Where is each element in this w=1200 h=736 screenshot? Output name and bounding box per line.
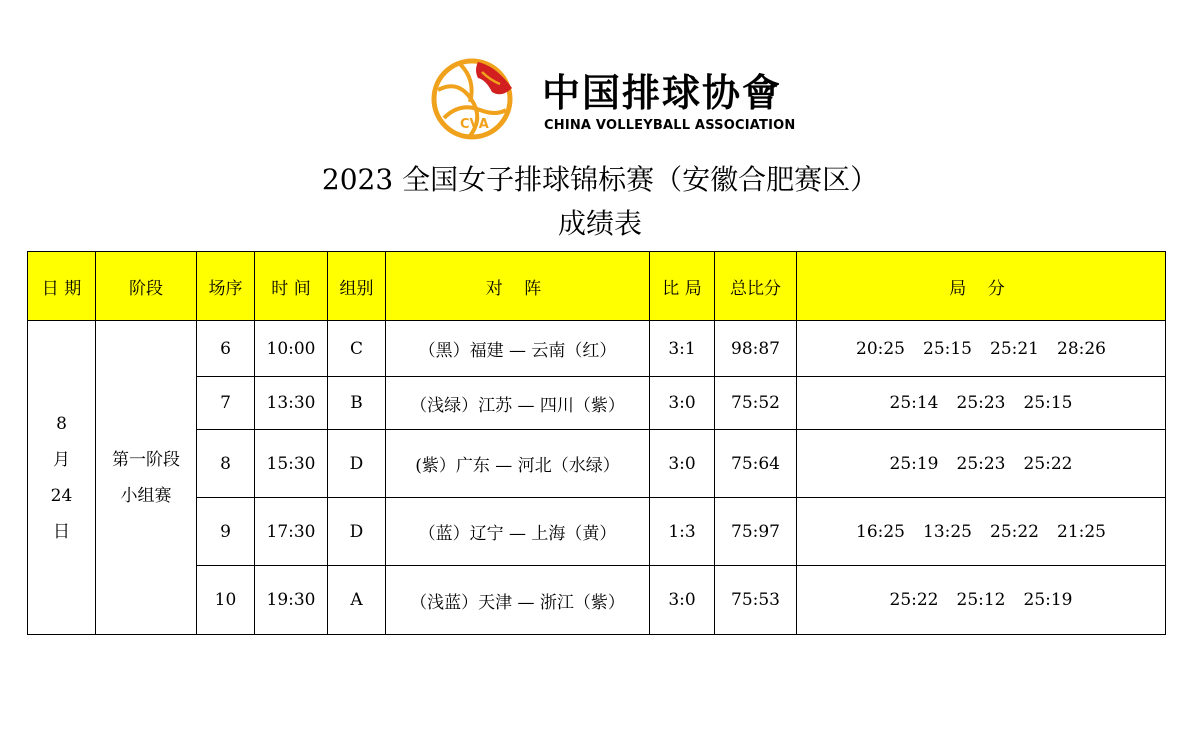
results-table [27, 251, 1166, 635]
match-number-cell: 9 [197, 498, 255, 566]
set-score: 25:19 [1023, 590, 1073, 610]
set-score: 13:25 [923, 521, 972, 542]
match-number-cell: 8 [197, 430, 255, 498]
set-score: 25:23 [956, 393, 1006, 413]
total-points-cell: 75:64 [715, 430, 797, 498]
volleyball-emblem-icon [430, 58, 516, 140]
set-score: 20:25 [856, 338, 905, 359]
table-row [28, 377, 1166, 430]
matchup-cell: (紫）广东 — 河北（水绿） [386, 430, 650, 498]
set-score: 25:21 [990, 338, 1039, 359]
table-row [28, 430, 1166, 498]
sets-cell: 3:0 [650, 566, 715, 635]
match-number-cell: 10 [197, 566, 255, 635]
set-score: 25:15 [923, 338, 972, 359]
date-line: 月 [53, 449, 70, 470]
total-points-cell: 75:53 [715, 566, 797, 635]
match-number-cell: 6 [197, 321, 255, 377]
page-subtitle: 成绩表 [557, 207, 642, 240]
header-row [28, 252, 1166, 321]
stage-line: 小组赛 [120, 485, 172, 506]
header-group: 组别 [328, 252, 386, 321]
group-cell: D [328, 430, 386, 498]
table-row [28, 321, 1166, 377]
sets-cell: 3:0 [650, 430, 715, 498]
header-stage: 阶段 [96, 252, 197, 321]
set-score: 28:26 [1057, 338, 1106, 359]
header-time: 时 间 [255, 252, 328, 321]
header-match-no: 场序 [197, 252, 255, 321]
header-sets: 比 局 [650, 252, 715, 321]
set-score: 25:23 [956, 453, 1006, 474]
time-cell: 15:30 [255, 430, 328, 498]
time-cell: 10:00 [255, 321, 328, 377]
total-points-cell: 98:87 [715, 321, 797, 377]
total-points-cell: 75:52 [715, 377, 797, 430]
set-score: 25:22 [889, 590, 939, 610]
table-row [28, 566, 1166, 635]
header-total: 总比分 [715, 252, 797, 321]
set-scores-cell [797, 430, 1166, 498]
date-line: 24 [50, 485, 73, 506]
set-score: 16:25 [856, 521, 905, 542]
logo-english-name: CHINA VOLLEYBALL ASSOCIATION [544, 118, 796, 133]
group-cell: C [328, 321, 386, 377]
set-score: 25:12 [956, 590, 1006, 610]
set-score: 25:22 [1023, 453, 1073, 474]
sets-cell: 1:3 [650, 498, 715, 566]
set-score: 25:22 [990, 521, 1039, 542]
set-score: 25:15 [1023, 393, 1073, 413]
set-scores-cell [797, 377, 1166, 430]
header-set-scores: 局 分 [797, 252, 1166, 321]
sets-cell: 3:0 [650, 377, 715, 430]
page-title: 2023 全国女子排球锦标赛（安徽合肥赛区） [321, 163, 879, 196]
emblem-cva-text: CVA [460, 117, 489, 132]
set-score: 25:19 [889, 453, 939, 474]
set-score: 21:25 [1057, 521, 1106, 542]
group-cell: B [328, 377, 386, 430]
set-scores-cell [797, 321, 1166, 377]
date-line: 日 [53, 521, 70, 542]
time-cell: 13:30 [255, 377, 328, 430]
set-scores-cell [797, 566, 1166, 635]
date-cell [28, 321, 96, 635]
cva-logo [430, 58, 796, 140]
stage-line: 第一阶段 [112, 449, 180, 470]
set-score: 25:14 [889, 393, 939, 413]
header-date: 日 期 [28, 252, 96, 321]
set-scores-cell [797, 498, 1166, 566]
stage-cell [96, 321, 197, 635]
group-cell: A [328, 566, 386, 635]
logo-chinese-name: 中国排球协會 [542, 71, 783, 115]
matchup-cell: （黑）福建 — 云南（红） [386, 321, 650, 377]
table-row [28, 498, 1166, 566]
header-matchup: 对 阵 [386, 252, 650, 321]
matchup-cell: （浅绿）江苏 — 四川（紫） [386, 377, 650, 430]
time-cell: 17:30 [255, 498, 328, 566]
sets-cell: 3:1 [650, 321, 715, 377]
time-cell: 19:30 [255, 566, 328, 635]
matchup-cell: （蓝）辽宁 — 上海（黄） [386, 498, 650, 566]
group-cell: D [328, 498, 386, 566]
matchup-cell: （浅蓝）天津 — 浙江（紫） [386, 566, 650, 635]
date-line: 8 [56, 413, 67, 434]
match-number-cell: 7 [197, 377, 255, 430]
total-points-cell: 75:97 [715, 498, 797, 566]
